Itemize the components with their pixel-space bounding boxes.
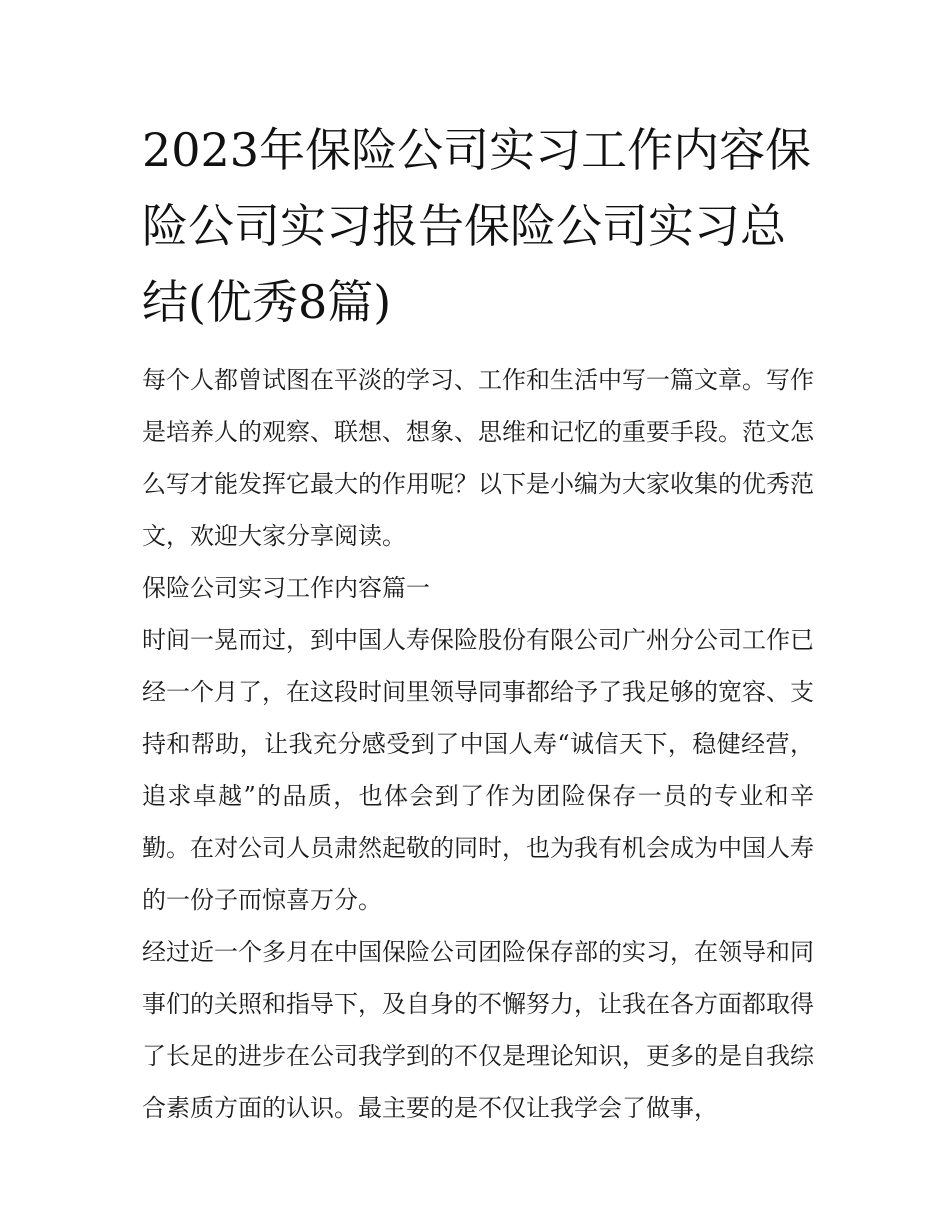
document-content xyxy=(142,112,814,1134)
intro-paragraph: 每个人都曾试图在平淡的学习、工作和生活中写一篇文章。写作是培养人的观察、联想、想象、思维和记忆的重要手段。范文怎么写才能发挥它最大的作用呢？以下是小编为大家收集的优秀范文，欢迎大家分享阅读。 xyxy=(142,366,814,550)
body-paragraph-2: 经过近一个多月在中国保险公司团险保存部的实习，在领导和同事们的关照和指导下，及自身的不懈努力，让我在各方面都取得了长足的进步在公司我学到的不仅是理论知识，更多的是自我综合素质方面的认识。最主要的是不仅让我学会了做事， xyxy=(142,938,814,1122)
document-title: 2023年保险公司实习工作内容保险公司实习报告保险公司实习总结(优秀8篇) xyxy=(142,123,812,329)
section-heading: 保险公司实习工作内容篇一 xyxy=(142,574,430,602)
body-paragraph-1: 时间一晃而过，到中国人寿保险股份有限公司广州分公司工作已经一个月了，在这段时间里领导同事都给予了我足够的宽容、支持和帮助，让我充分感受到了中国人寿“诚信天下，稳健经营，追求卓越”的品质，也体会到了作为团险保存一员的专业和辛勤。在对公司人员肃然起敬的同时，也为我有机会成为中国人寿的一份子而惊喜万分。 xyxy=(142,626,814,914)
